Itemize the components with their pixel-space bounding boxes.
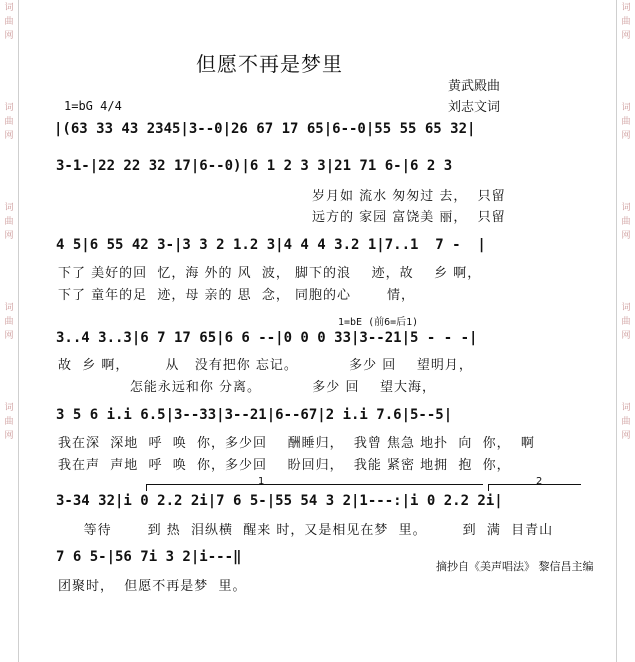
watermark-char: 曲 <box>4 17 14 27</box>
watermark-char: 网 <box>621 131 631 141</box>
lyricist-credit: 刘志文词 <box>448 100 501 115</box>
lyric-line-7a: 团聚时， 但愿不再是梦 里。 <box>58 579 247 594</box>
score-line-4: 3..4 3..3|6 7 17 65|6 6 --|0 0 0 33|3--21|5 - - -| <box>56 330 478 346</box>
lyric-line-3a: 下了 美好的回 忆，海 外的 风 波， 脚下的浪 迹，故 乡 啊， <box>58 266 482 281</box>
lyric-line-6a: 等待 到 热 泪纵横 醒来 时，又是相见在梦 里。 到 满 目青山 <box>58 523 554 538</box>
watermark-char: 词 <box>4 103 14 113</box>
source-note: 摘抄自《美声唱法》 黎信昌主编 <box>436 560 594 573</box>
lyric-line-2b: 远方的 家园 富饶美 丽， 只留 <box>312 210 506 225</box>
watermark-char: 曲 <box>4 317 14 327</box>
song-title: 但愿不再是梦里 <box>196 52 343 76</box>
score-line-7: 7 6 5-|56 7i 3 2|i---‖ <box>56 549 242 565</box>
modulation-mark: 1=bE (前6=后1) <box>338 317 419 328</box>
watermark-char: 网 <box>4 131 14 141</box>
watermark-char: 曲 <box>4 417 14 427</box>
watermark-char: 网 <box>621 231 631 241</box>
lyric-line-5b: 我在声 声地 呼 唤 你，多少回 盼回归， 我能 紧密 地拥 抱 你， <box>58 458 511 473</box>
watermark-char: 曲 <box>621 317 631 327</box>
lyric-line-2a: 岁月如 流水 匆匆过 去， 只留 <box>312 189 506 204</box>
watermark-char: 词 <box>621 103 631 113</box>
watermark-char: 词 <box>4 303 14 313</box>
watermark-char: 词 <box>621 3 631 13</box>
lyric-line-4b: 怎能永远和你 分离。 多少 回 望大海， <box>58 380 436 395</box>
watermark-char: 词 <box>621 403 631 413</box>
watermark-char: 词 <box>4 3 14 13</box>
watermark-char: 网 <box>621 431 631 441</box>
watermark-char: 曲 <box>621 417 631 427</box>
watermark-char: 曲 <box>4 117 14 127</box>
watermark-char: 曲 <box>621 217 631 227</box>
left-watermark-strip <box>0 0 19 662</box>
composer-credit: 黄武殿曲 <box>448 79 501 94</box>
key-signature: 1=bG 4/4 <box>64 99 122 113</box>
watermark-char: 曲 <box>621 117 631 127</box>
watermark-char: 词 <box>4 203 14 213</box>
watermark-char: 曲 <box>4 217 14 227</box>
watermark-char: 曲 <box>621 17 631 27</box>
watermark-char: 网 <box>4 231 14 241</box>
watermark-char: 网 <box>4 431 14 441</box>
watermark-char: 词 <box>4 403 14 413</box>
watermark-char: 词 <box>621 303 631 313</box>
lyric-line-5a: 我在深 深地 呼 唤 你，多少回 酬睡归， 我曾 焦急 地扑 向 你， 啊 <box>58 436 535 451</box>
score-line-2: 3-1-|22 22 32 17|6--0)|6 1 2 3 3|21 71 6-|6 2 3 <box>56 158 453 174</box>
watermark-char: 词 <box>621 203 631 213</box>
volta-number-1: 1 <box>258 476 265 487</box>
lyric-line-4a: 故 乡 啊， 从 没有把你 忘记。 多少 回 望明月， <box>58 358 473 373</box>
watermark-char: 网 <box>4 31 14 41</box>
watermark-char: 网 <box>4 331 14 341</box>
volta-bracket-2 <box>488 484 581 491</box>
score-line-1: |(63 33 43 2345|3--0|26 67 17 65|6--0|55 55 65 32| <box>54 121 476 137</box>
score-line-5: 3 5 6 i.i 6.5|3--33|3--21|6--67|2 i.i 7.6|5--5| <box>56 407 453 423</box>
right-watermark-strip <box>616 0 635 662</box>
lyric-line-3b: 下了 童年的足 迹，母 亲的 思 念， 同胞的心 情， <box>58 288 415 303</box>
volta-number-2: 2 <box>536 476 543 487</box>
watermark-char: 网 <box>621 31 631 41</box>
volta-bracket-1 <box>146 484 483 491</box>
score-line-6: 3-34 32|i 0 2.2 2i|7 6 5-|55 54 3 2|1---:|i 0 2.2 2i| <box>56 493 503 509</box>
score-line-3: 4 5|6 55 42 3-|3 3 2 1.2 3|4 4 4 3.2 1|7..1 7 - | <box>56 237 486 253</box>
watermark-char: 网 <box>621 331 631 341</box>
